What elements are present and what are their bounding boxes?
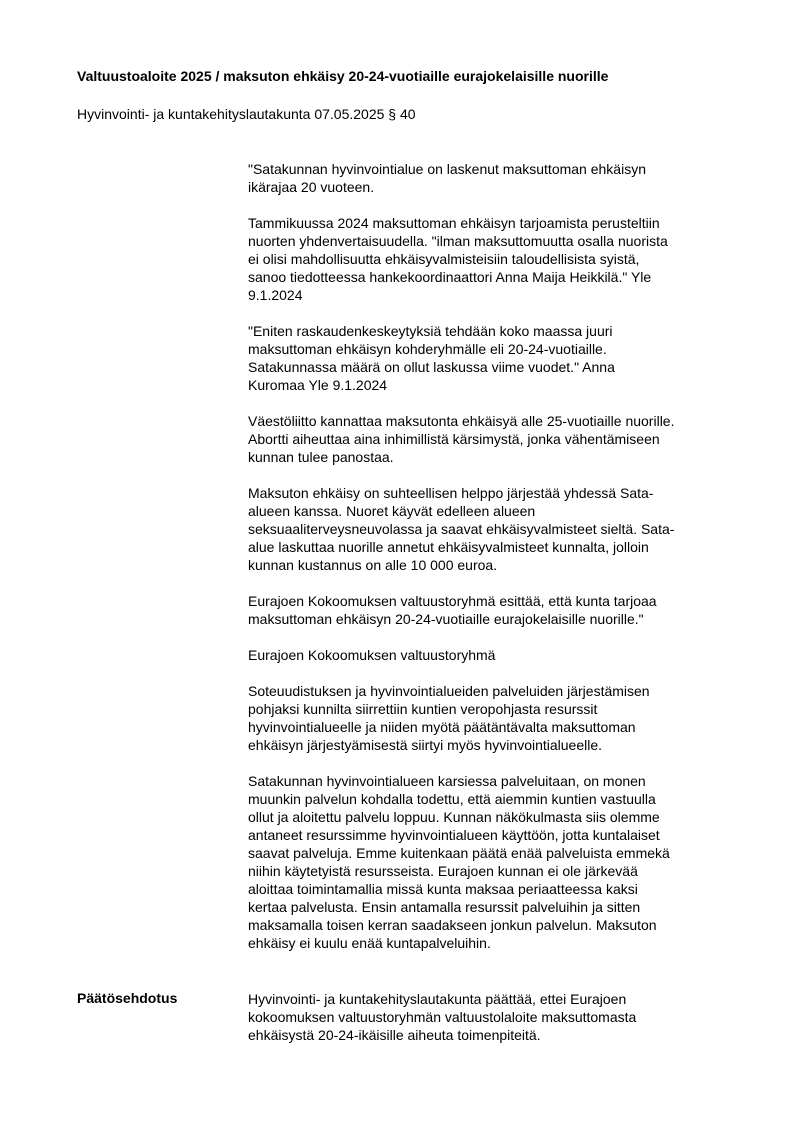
document-body: [248, 160, 748, 970]
body-paragraph: "Satakunnan hyvinvointialue on laskenut maksuttoman ehkäisyn ikärajaa 20 vuoteen.: [248, 161, 646, 195]
document-title: Valtuustoaloite 2025 / maksuton ehkäisy 20-24-vuotiaille eurajokelaisille nuorille: [77, 68, 609, 84]
body-paragraph: Eurajoen Kokoomuksen valtuustoryhmä: [248, 647, 496, 663]
body-paragraph: Satakunnan hyvinvointialueen karsiessa palveluitaan, on monen muunkin palvelun kohdalla todettu, että aiemmin kuntien vastuulla ollut ja aloitettu palvelu loppuu. Kunnan näkökulmasta siis olemme antaneet resurssimme hyvinvointialueen käyttöön, jotta kuntalaiset saavat palveluja. Emme kuitenkaan päätä enää palveluista emmekä niihin käytetyistä resursseista. Eurajoen kunnan ei ole järkevää aloittaa toimintamallia missä kunta maksaa periaatteessa kaksi kertaa palvelusta. Ensin antamalla resurssit palveluihin ja sitten maksamalla toisen kerran saadakseen jonkun palvelun. Maksuton ehkäisy ei kuulu enää kuntapalveluihin.: [248, 773, 670, 951]
body-paragraph: Maksuton ehkäisy on suhteellisen helppo järjestää yhdessä Sata- alueen kanssa. Nuoret käyvät edelleen alueen seksuaaliterveysneuvolassa ja saavat ehkäisyvalmisteet sieltä. Sata- alue laskuttaa nuorille annetut ehkäisyvalmisteet kunnalta, jolloin kunnan kustannus on alle 10 000 euroa.: [248, 485, 675, 573]
committee-meta: Hyvinvointi- ja kuntakehityslautakunta 07.05.2025 § 40: [77, 106, 416, 122]
body-paragraph: Eurajoen Kokoomuksen valtuustoryhmä esittää, että kunta tarjoaa maksuttoman ehkäisyn 20-24-vuotiaille eurajokelaisille nuorille.": [248, 593, 657, 627]
decision-label: Päätösehdotus: [77, 990, 178, 1006]
decision-text: Hyvinvointi- ja kuntakehityslautakunta päättää, ettei Eurajoen kokoomuksen valtuustoryhmän valtuustolaloite maksuttomasta ehkäisystä 20-24-ikäisille aiheuta toimenpiteitä.: [248, 991, 637, 1043]
body-paragraph: "Eniten raskaudenkeskeytyksiä tehdään koko maassa juuri maksuttoman ehkäisyn kohderyhmälle eli 20-24-vuotiaille. Satakunnassa määrä on ollut laskussa viime vuodet." Anna Kuromaa Yle 9.1.2024: [248, 323, 615, 393]
body-paragraph: Tammikuussa 2024 maksuttoman ehkäisyn tarjoamista perusteltiin nuorten yhdenvertaisuudella. "ilman maksuttomuutta osalla nuorista ei olisi mahdollisuutta ehkäisyvalmisteisiin taloudellisista syistä, sanoo tiedotteessa hankekoordinaattori Anna Maija Heikkilä." Yle 9.1.2024: [248, 215, 668, 303]
body-paragraph: Väestöliitto kannattaa maksutonta ehkäisyä alle 25-vuotiaille nuorille. Abortti aiheuttaa aina inhimillistä kärsimystä, jonka vähentämiseen kunnan tulee panostaa.: [248, 413, 675, 465]
body-paragraph: Soteuudistuksen ja hyvinvointialueiden palveluiden järjestämisen pohjaksi kunnilta siirrettiin kuntien veropohjasta resurssit hyvinvointialueelle ja niiden myötä päätäntävalta maksuttoman ehkäisyn järjestyämisestä siirtyi myös hyvinvointialueelle.: [248, 683, 650, 753]
